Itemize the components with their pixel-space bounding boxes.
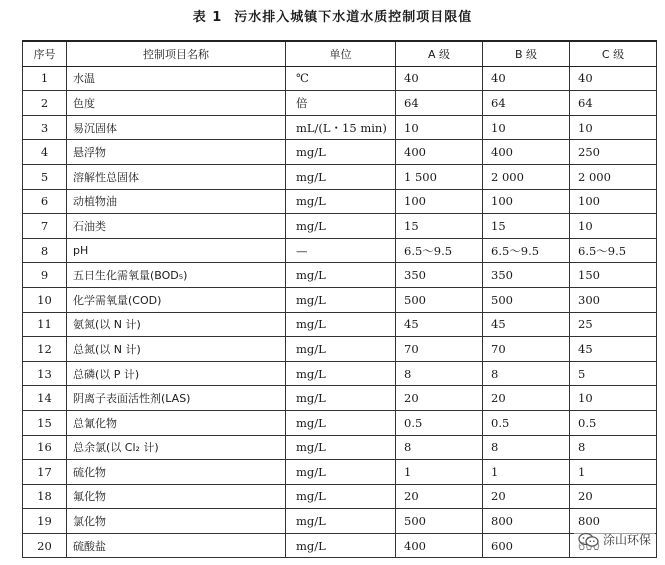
cell-unit: mg/L xyxy=(286,312,396,337)
cell-unit: mL/(L・15 min) xyxy=(286,115,396,140)
cell-grade-a: 15 xyxy=(396,214,483,239)
cell-no: 6 xyxy=(23,189,67,214)
cell-grade-b: 800 xyxy=(483,509,570,534)
cell-name: 氟化物 xyxy=(67,484,286,509)
cell-grade-a: 8 xyxy=(396,361,483,386)
cell-grade-a: 20 xyxy=(396,386,483,411)
cell-grade-c: 8 xyxy=(570,435,657,460)
limits-table xyxy=(22,40,657,558)
cell-grade-a: 0.5 xyxy=(396,410,483,435)
cell-name: 氯化物 xyxy=(67,509,286,534)
cell-name: 悬浮物 xyxy=(67,140,286,165)
cell-grade-c: 20 xyxy=(570,484,657,509)
cell-grade-b: 400 xyxy=(483,140,570,165)
cell-grade-c: 300 xyxy=(570,287,657,312)
cell-grade-a: 100 xyxy=(396,189,483,214)
cell-grade-b: 100 xyxy=(483,189,570,214)
cell-grade-b: 2 000 xyxy=(483,164,570,189)
table-row xyxy=(23,484,657,509)
cell-grade-a: 1 xyxy=(396,460,483,485)
cell-grade-a: 64 xyxy=(396,91,483,116)
cell-unit: mg/L xyxy=(286,164,396,189)
cell-grade-a: 45 xyxy=(396,312,483,337)
cell-grade-a: 1 500 xyxy=(396,164,483,189)
cell-grade-b: 15 xyxy=(483,214,570,239)
cell-unit: mg/L xyxy=(286,386,396,411)
table-row xyxy=(23,287,657,312)
cell-no: 4 xyxy=(23,140,67,165)
cell-name: 总氰化物 xyxy=(67,410,286,435)
table-row xyxy=(23,115,657,140)
cell-no: 12 xyxy=(23,337,67,362)
cell-grade-b: 1 xyxy=(483,460,570,485)
cell-grade-b: 10 xyxy=(483,115,570,140)
cell-grade-b: 0.5 xyxy=(483,410,570,435)
cell-no: 19 xyxy=(23,509,67,534)
cell-grade-b: 64 xyxy=(483,91,570,116)
cell-grade-c: 0.5 xyxy=(570,410,657,435)
table-number: 表 1 xyxy=(192,10,223,25)
cell-grade-c: 45 xyxy=(570,337,657,362)
cell-no: 2 xyxy=(23,91,67,116)
table-row xyxy=(23,140,657,165)
cell-no: 14 xyxy=(23,386,67,411)
cell-no: 13 xyxy=(23,361,67,386)
cell-grade-c: 800 xyxy=(570,509,657,534)
table-row xyxy=(23,238,657,263)
cell-no: 9 xyxy=(23,263,67,288)
cell-no: 15 xyxy=(23,410,67,435)
header-grade-b: B 级 xyxy=(483,41,570,66)
table-row xyxy=(23,214,657,239)
header-grade-a: A 级 xyxy=(396,41,483,66)
cell-no: 1 xyxy=(23,66,67,91)
header-grade-c: C 级 xyxy=(570,41,657,66)
cell-grade-b: 70 xyxy=(483,337,570,362)
header-name: 控制项目名称 xyxy=(67,41,286,66)
table-row xyxy=(23,312,657,337)
cell-grade-c: 25 xyxy=(570,312,657,337)
cell-name: 水温 xyxy=(67,66,286,91)
cell-unit: 倍 xyxy=(286,91,396,116)
cell-unit: mg/L xyxy=(286,189,396,214)
cell-grade-c: 6.5～9.5 xyxy=(570,238,657,263)
cell-grade-c: 250 xyxy=(570,140,657,165)
cell-unit: mg/L xyxy=(286,140,396,165)
cell-name: 硫酸盐 xyxy=(67,533,286,558)
cell-no: 16 xyxy=(23,435,67,460)
cell-no: 5 xyxy=(23,164,67,189)
table-row xyxy=(23,337,657,362)
table-row xyxy=(23,509,657,534)
cell-no: 8 xyxy=(23,238,67,263)
cell-grade-a: 6.5～9.5 xyxy=(396,238,483,263)
cell-grade-c: 2 000 xyxy=(570,164,657,189)
cell-unit: mg/L xyxy=(286,484,396,509)
cell-grade-b: 20 xyxy=(483,484,570,509)
table-row xyxy=(23,66,657,91)
cell-unit: mg/L xyxy=(286,533,396,558)
cell-name: 氨氮(以 N 计) xyxy=(67,312,286,337)
cell-name: 色度 xyxy=(67,91,286,116)
cell-grade-b: 8 xyxy=(483,435,570,460)
table-title xyxy=(0,6,665,25)
cell-grade-c: 10 xyxy=(570,386,657,411)
cell-unit: mg/L xyxy=(286,337,396,362)
cell-no: 10 xyxy=(23,287,67,312)
table-row xyxy=(23,263,657,288)
cell-name: 总磷(以 P 计) xyxy=(67,361,286,386)
cell-grade-c: 10 xyxy=(570,115,657,140)
header-row xyxy=(23,41,657,66)
table-row xyxy=(23,533,657,558)
cell-name: 石油类 xyxy=(67,214,286,239)
header-unit: 单位 xyxy=(286,41,396,66)
cell-grade-a: 10 xyxy=(396,115,483,140)
cell-grade-a: 40 xyxy=(396,66,483,91)
cell-unit: mg/L xyxy=(286,287,396,312)
cell-unit: mg/L xyxy=(286,435,396,460)
cell-unit: mg/L xyxy=(286,214,396,239)
cell-grade-b: 20 xyxy=(483,386,570,411)
cell-no: 17 xyxy=(23,460,67,485)
cell-grade-c: 100 xyxy=(570,189,657,214)
cell-name: 易沉固体 xyxy=(67,115,286,140)
cell-unit: mg/L xyxy=(286,361,396,386)
table-header xyxy=(23,41,657,66)
cell-unit: mg/L xyxy=(286,263,396,288)
cell-grade-c: 1 xyxy=(570,460,657,485)
cell-grade-c: 5 xyxy=(570,361,657,386)
cell-grade-b: 6.5～9.5 xyxy=(483,238,570,263)
cell-grade-a: 400 xyxy=(396,140,483,165)
cell-grade-c: 64 xyxy=(570,91,657,116)
cell-name: 总余氯(以 Cl₂ 计) xyxy=(67,435,286,460)
cell-grade-a: 70 xyxy=(396,337,483,362)
table-row xyxy=(23,361,657,386)
watermark xyxy=(574,530,655,549)
cell-grade-a: 500 xyxy=(396,509,483,534)
cell-name: pH xyxy=(67,238,286,263)
cell-no: 7 xyxy=(23,214,67,239)
cell-grade-b: 350 xyxy=(483,263,570,288)
cell-no: 18 xyxy=(23,484,67,509)
cell-grade-b: 45 xyxy=(483,312,570,337)
table-row xyxy=(23,460,657,485)
cell-grade-c: 150 xyxy=(570,263,657,288)
cell-grade-b: 8 xyxy=(483,361,570,386)
cell-name: 动植物油 xyxy=(67,189,286,214)
table-title-text: 污水排入城镇下水道水质控制项目限值 xyxy=(234,10,473,25)
cell-grade-a: 400 xyxy=(396,533,483,558)
cell-unit: — xyxy=(286,238,396,263)
cell-name: 硫化物 xyxy=(67,460,286,485)
table-body xyxy=(23,66,657,558)
table-row xyxy=(23,164,657,189)
watermark-text: 涂山环保 xyxy=(602,533,651,547)
cell-unit: mg/L xyxy=(286,410,396,435)
header-no: 序号 xyxy=(23,41,67,66)
cell-name: 化学需氧量(COD) xyxy=(67,287,286,312)
table-row xyxy=(23,91,657,116)
cell-no: 11 xyxy=(23,312,67,337)
cell-grade-c: 40 xyxy=(570,66,657,91)
cell-no: 3 xyxy=(23,115,67,140)
cell-grade-b: 40 xyxy=(483,66,570,91)
cell-name: 阴离子表面活性剂(LAS) xyxy=(67,386,286,411)
wechat-icon xyxy=(578,532,600,548)
table-row xyxy=(23,386,657,411)
cell-unit: ℃ xyxy=(286,66,396,91)
cell-name: 五日生化需氧量(BOD₅) xyxy=(67,263,286,288)
cell-unit: mg/L xyxy=(286,460,396,485)
cell-grade-a: 350 xyxy=(396,263,483,288)
cell-unit: mg/L xyxy=(286,509,396,534)
cell-grade-c: 10 xyxy=(570,214,657,239)
table-row xyxy=(23,410,657,435)
cell-grade-a: 20 xyxy=(396,484,483,509)
cell-name: 总氮(以 N 计) xyxy=(67,337,286,362)
table-row xyxy=(23,189,657,214)
cell-grade-a: 8 xyxy=(396,435,483,460)
cell-no: 20 xyxy=(23,533,67,558)
table-row xyxy=(23,435,657,460)
cell-grade-a: 500 xyxy=(396,287,483,312)
cell-grade-b: 600 xyxy=(483,533,570,558)
cell-name: 溶解性总固体 xyxy=(67,164,286,189)
cell-grade-b: 500 xyxy=(483,287,570,312)
